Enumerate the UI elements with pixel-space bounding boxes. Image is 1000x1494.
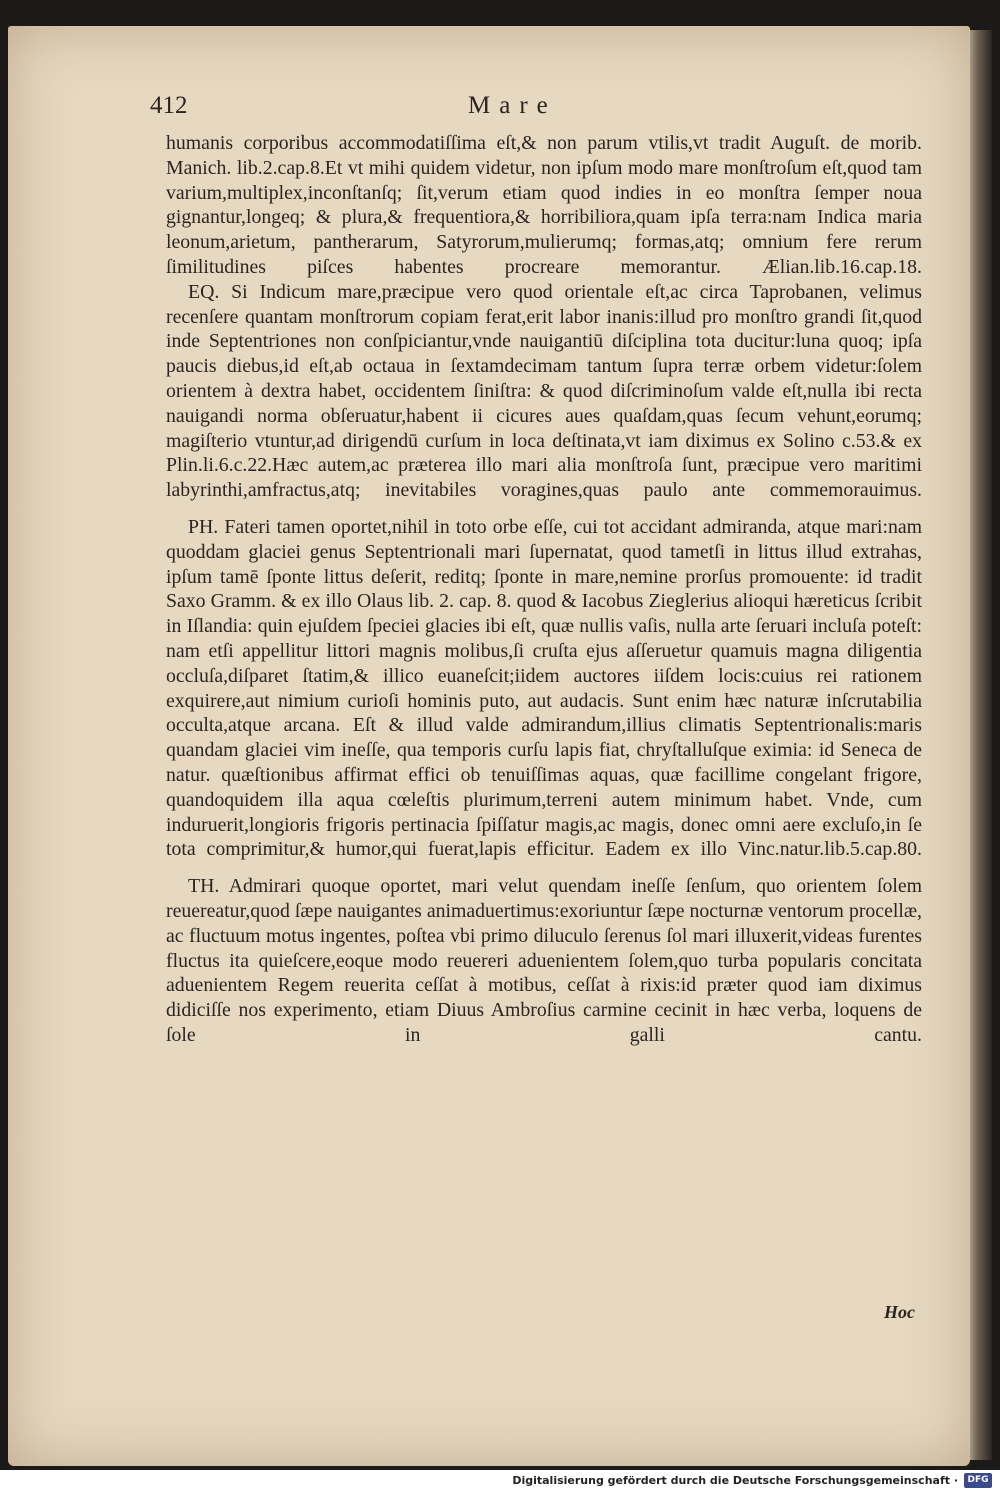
speaker-eq: EQ. [188, 280, 220, 303]
paragraph-eq-text: Si Indicum mare,præcipue vero quod orientale eſt,ac circa Taprobanen, velimus recenſere quantam monſtrorum copiam ferat,erit labor inanis:illud pro monſtro grandi ſit,quod inde Septentriones non conſpiciantur,vnde nauigantiū diſciplina tota ducitur:luna quoq; ipſa paucis diebus,id eſt,ab octaua in ſextamdecimam tantum ſupra terræ orbem videtur:ſolem orientem à dextra habet, occidentem ſiniſtra: & quod diſcriminoſum valde eſt,nulla ibi recta nauigandi norma obſeruatur,habent ii cicures aues quaſdam,quas ſecum vehunt,eorumq; magiſterio vtuntur,ad dirigendū curſum in loca deſtinata,vt iam diximus ex Solino c.53.& ex Plin.li.6.c.22.Hæc autem,ac præterea illo mari alia monſtroſa ſunt, præcipue vero maritimi labyrinthi,amfractus,atq; inevitabiles voragines,quas paulo ante commemorauimus. [166, 280, 923, 502]
running-title: Mare [468, 92, 557, 119]
paragraph-eq [166, 280, 922, 503]
speaker-ph: PH. [188, 515, 219, 538]
paragraph-1 [166, 131, 922, 280]
paragraph-ph [166, 515, 922, 862]
paragraph-th [166, 874, 922, 1048]
dfg-logo[interactable]: DFG [964, 1473, 992, 1488]
catchword: Hoc [884, 1302, 915, 1322]
body-text [166, 131, 922, 1048]
footer-credit[interactable]: Digitalisierung gefördert durch die Deutsche Forschungsgemeinschaft · [512, 1474, 958, 1487]
paragraph-ph-text: Fateri tamen oportet,nihil in toto orbe eſſe, cui tot accidant admiranda, atque mari:nam quoddam glaciei genus Septentrionali mari ſupernatat, quod tametſi in littus illud extrahas, ipſum tamē ſponte littus deſerit, reditq; ſponte in mare,nemine prorſus promouente: id tradit Saxo Gramm. & ex illo Olaus lib. 2. cap. 8. quod & Iacobus Zieglerius alioqui hæreticus ſcribit in Iſlandia: quin ejuſdem ſpeciei glacies ibi eſt, quæ nullis vaſis, nulla arte ſeruari incluſa poteſt: nam etſi appellitur littori magnis molibus,ſi cruſta ejus aſſeruetur quamuis magna diligentia occluſa,diſparet ſtatim,& illico euaneſcit;iidem auctores iiſdem locis:cuius rei rationem exquirere,aut nimium curioſi hominis puto, aut audacis. Sunt enim hæc naturæ inſcrutabilia occulta,atque arcana. Eſt & illud valde admirandum,illius climatis Septentrionalis:maris quandam glaciei vim ineſſe, qua temporis curſu lapis fiat, chryſtalluſque eximia: id Seneca de natur. quæſtionibus affirmat effici ob tenuiſſimas aquas, quæ facillime congelant frigore, quandoquidem illa aqua cœleſtis plurimum,terreni autem minimum habet. Vnde, cum induruerit,longioris frigoris pertinacia ſpiſſatur magis,ac magis, donec omni aere excluſo,in ſe tota comprimitur,& humor,qui fuerat,lapis efficitur. Eadem ex illo Vinc.natur.lib.5.cap.80. [166, 515, 923, 861]
page-number: 412 [150, 92, 188, 119]
paragraph-th-text: Admirari quoque oportet, mari velut quendam ineſſe ſenſum, quo orientem ſolem reuereatur,quod ſæpe nauigantes animaduertimus:exoriuntur ſæpe nocturnæ ventorum procellæ, ac fluctuum motus ingentes, poſtea vbi primo diluculo ſerenus ſol mari illuxerit,videas furentes fluctus ita quieſcere,eoque modo reuereri aduenientem ſolem,quo turba popularis concitata aduenientem Regem reuerita ceſſat à motibus, ceſſat à rixis:id præter quod iam diximus didiciſſe nos experimento, etiam Diuus Ambroſius carmine cecinit in hæc verba, loquens de ſole in galli cantu. [166, 875, 922, 1046]
running-head [150, 92, 930, 126]
speaker-th: TH. [188, 875, 220, 898]
page-edge [968, 30, 992, 1460]
paragraph-1-text: humanis corporibus accommodatiſſima eſt,& non parum vtilis,vt tradit Auguſt. de morib. Manich. lib.2.cap.8.Et vt mihi quidem videtur, non ipſum modo mare monſtroſum eſt,quod tam varium,multiplex,inconſtanſq; ſit,verum etiam quod indies in eo monſtra ſemper noua gignantur,longeq; & plura,& frequentiora,& horribiliora,quam ipſa terra:nam Indica maria leonum,arietum, pantherarum, Satyrorum,mulierumq; formas,atq; omnium fere rerum ſimilitudines piſces habentes procreare memorantur. Ælian.lib.16.cap.18. [166, 132, 922, 278]
footer-bar [0, 1470, 1000, 1494]
